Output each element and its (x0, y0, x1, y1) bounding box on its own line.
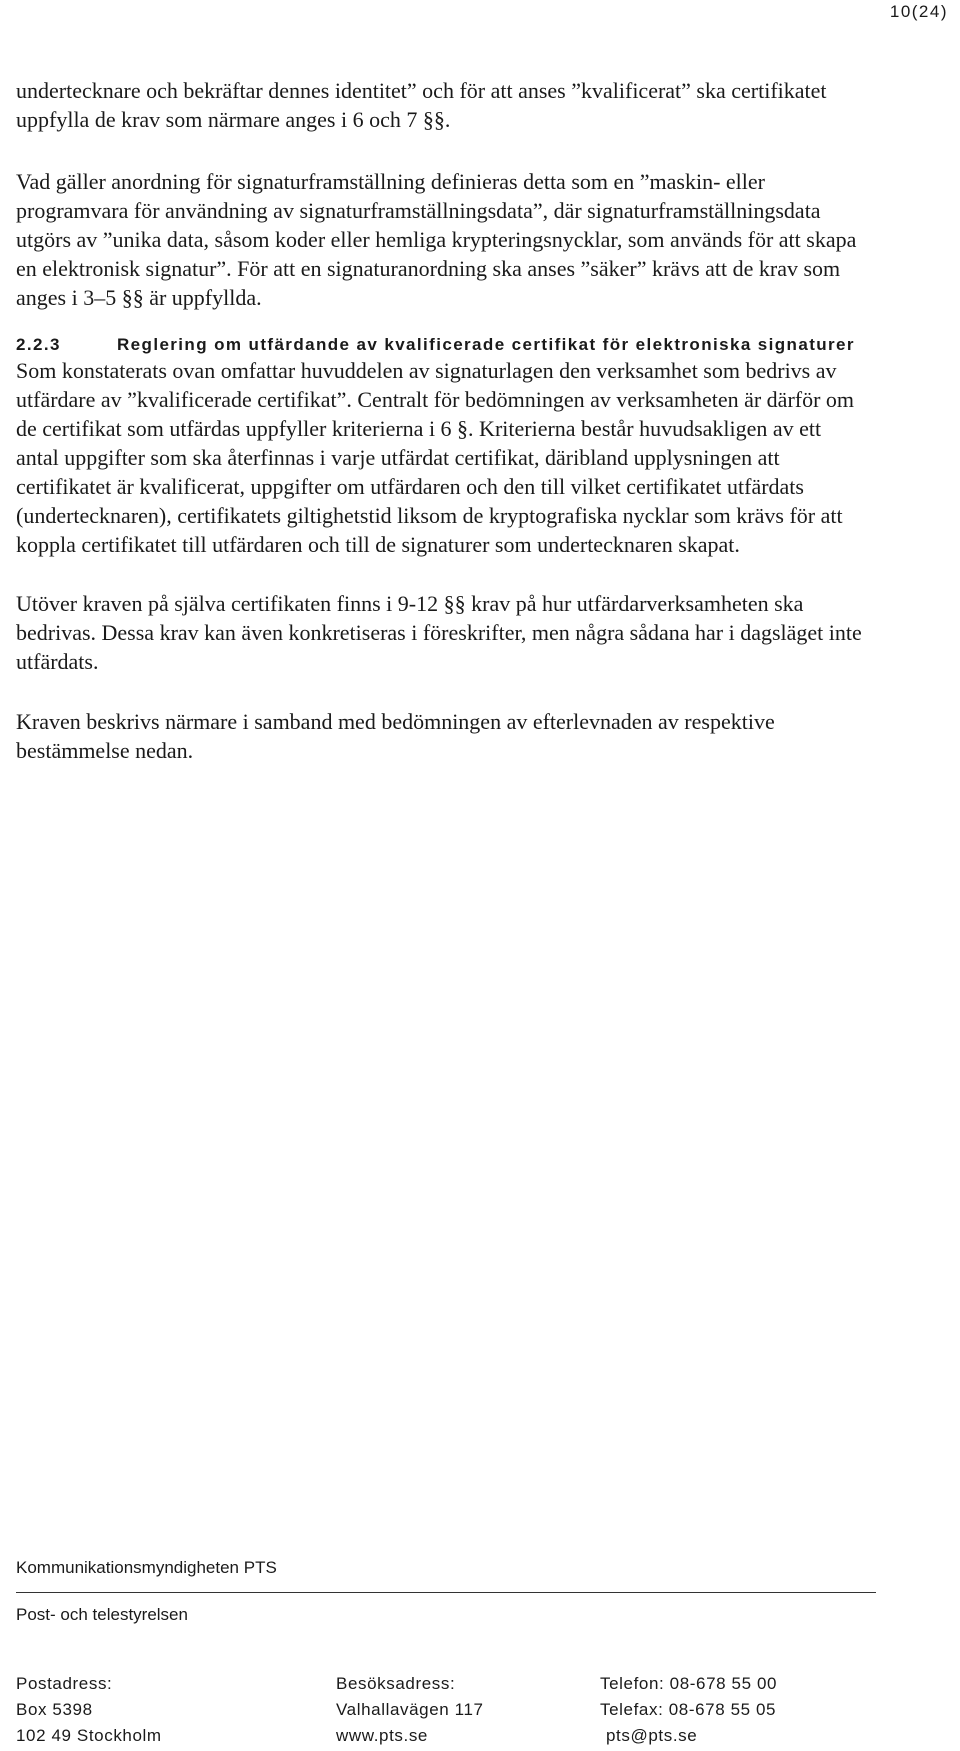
postal-city: 102 49 Stockholm (16, 1726, 162, 1745)
visit-street: Valhallavägen 117 (336, 1700, 484, 1719)
section-number: 2.2.3 (16, 335, 61, 354)
page-footer (16, 1558, 946, 1751)
paragraph-issuer-requirements: Utöver kraven på själva certifikaten finns i 9-12 §§ krav på hur utfärdarverksamheten ska bedrivas. Dessa krav kan även konkretiseras i föreskrifter, men några sådana har i dagsläget inte utfärdats. (16, 591, 862, 674)
phone-number: Telefon: 08-678 55 00 (600, 1674, 778, 1693)
document-body (16, 76, 866, 765)
footer-visit-address (336, 1671, 484, 1749)
paragraph-signature-device: Vad gäller anordning för signaturframställning definieras detta som en ”maskin- eller programvara för användning av signaturframställningsdata”, där signaturframställningsdata utgörs av ”unika data, såsom koder eller hemliga krypteringsnycklar, som används för att skapa en elektronisk signatur”. För att en signaturanordning ska anses ”säker” krävs att de krav som anges i 3–5 §§ är uppfyllda. (16, 169, 857, 310)
footer-divider (16, 1592, 876, 1593)
visit-label: Besöksadress: (336, 1674, 456, 1693)
footer-organization: Kommunikationsmyndigheten PTS (16, 1558, 277, 1577)
fax-number: Telefax: 08-678 55 05 (600, 1700, 777, 1719)
section-title: Reglering om utfärdande av kvalificerade certifikat för elektroniska signaturer (117, 335, 855, 354)
paragraph-assessment: Kraven beskrivs närmare i samband med bedömningen av efterlevnaden av respektive bestämmelse nedan. (16, 709, 775, 763)
postal-label: Postadress: (16, 1674, 113, 1693)
section-heading (16, 334, 866, 356)
website-link[interactable]: www.pts.se (336, 1726, 428, 1745)
email-link[interactable]: pts@pts.se (606, 1726, 698, 1745)
footer-subtitle: Post- och telestyrelsen (16, 1605, 188, 1624)
postal-box: Box 5398 (16, 1700, 93, 1719)
paragraph-identity: undertecknare och bekräftar dennes identitet” och för att anses ”kvalificerat” ska certifikatet uppfylla de krav som närmare anges i 6 och 7 §§. (16, 78, 827, 132)
footer-postal-address (16, 1671, 162, 1749)
page-number: 10(24) (889, 2, 948, 21)
footer-contact (600, 1671, 777, 1749)
footer-contact-columns (16, 1671, 946, 1751)
paragraph-qualified-certificates: Som konstaterats ovan omfattar huvuddelen av signaturlagen den verksamhet som bedrivs av utfärdare av ”kvalificerade certifikat”. Centralt för bedömningen av verksamheten är därför om de certifikat som utfärdas uppfyller kriterierna i 6 §. Kriterierna består huvudsakligen av ett antal uppgifter som ska återfinnas i varje utfärdat certifikat, däribland upplysningen att certifikatet är kvalificerat, uppgifter om utfärdaren och den till vilket certifikatet utfärdats (undertecknaren), certifikatets giltighetstid liksom de kryptografiska nycklar som krävs för att koppla certifikatet till utfärdaren och till de signaturer som undertecknaren skapat. (16, 358, 855, 557)
